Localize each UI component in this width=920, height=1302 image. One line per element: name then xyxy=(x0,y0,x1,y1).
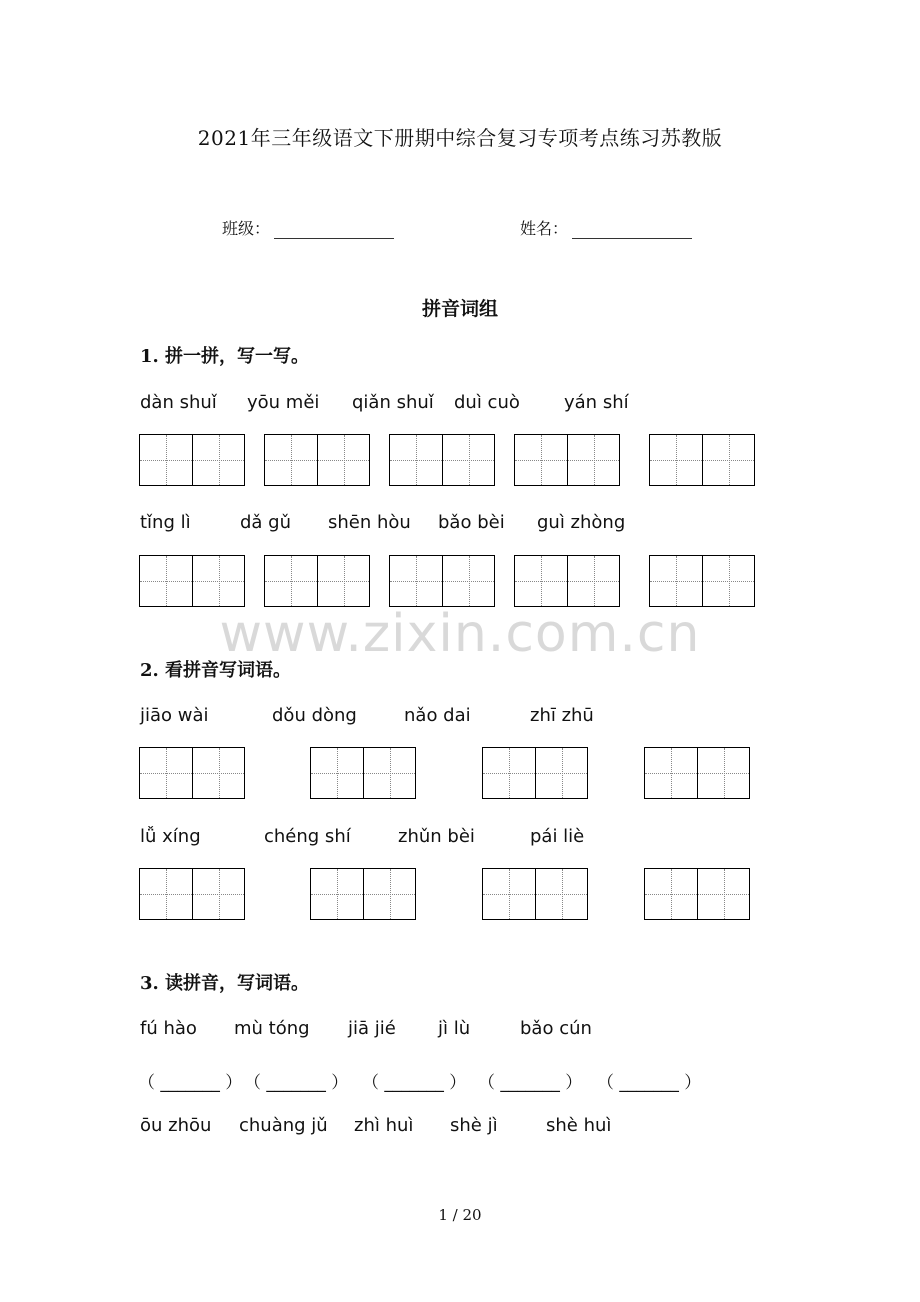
q2-pinyin-4: zhī zhū xyxy=(530,705,594,726)
q1-pinyin-5: yán shí xyxy=(564,392,629,413)
q1-writing-box[interactable] xyxy=(139,555,245,607)
class-field[interactable] xyxy=(222,216,394,239)
q1-writing-box[interactable] xyxy=(389,434,495,486)
q1-writing-box[interactable] xyxy=(264,434,370,486)
q2-writing-box[interactable] xyxy=(139,747,245,799)
class-blank[interactable] xyxy=(274,222,394,239)
q2-pinyin-7: zhǔn bèi xyxy=(398,826,475,847)
q2-pinyin-8: pái liè xyxy=(530,826,585,847)
q3-pinyin-1: fú hào xyxy=(140,1018,197,1039)
question-3-heading: 3. 读拼音，写词语。 xyxy=(140,973,310,994)
name-field[interactable] xyxy=(520,216,692,239)
q1-pinyin-10: guì zhòng xyxy=(537,512,626,533)
page-number: 1 / 20 xyxy=(438,1206,482,1224)
q3-pinyin-4: jì lù xyxy=(438,1018,471,1039)
q1-pinyin-8: shēn hòu xyxy=(328,512,411,533)
q3-pinyin-10: shè huì xyxy=(546,1115,612,1136)
section-title: 拼音词组 xyxy=(421,298,498,320)
q2-pinyin-2: dǒu dòng xyxy=(272,705,357,726)
q2-writing-box[interactable] xyxy=(644,747,750,799)
q2-pinyin-6: chéng shí xyxy=(264,826,351,847)
name-label: 姓名： xyxy=(520,219,569,238)
q2-writing-box[interactable] xyxy=(482,747,588,799)
q3-answer-blank[interactable]: （ _______ ） xyxy=(597,1073,702,1093)
class-label: 班级： xyxy=(222,219,271,238)
q1-pinyin-6: tǐng lì xyxy=(140,512,191,533)
q3-pinyin-7: chuàng jǔ xyxy=(239,1115,328,1136)
q1-pinyin-9: bǎo bèi xyxy=(438,512,505,533)
q3-answer-blank[interactable]: （ _______ ） xyxy=(244,1073,349,1093)
q3-answer-blank[interactable]: （ _______ ） xyxy=(362,1073,467,1093)
q1-writing-box[interactable] xyxy=(139,434,245,486)
q2-writing-box[interactable] xyxy=(139,868,245,920)
q2-writing-box[interactable] xyxy=(482,868,588,920)
q1-writing-box[interactable] xyxy=(649,434,755,486)
q2-writing-box[interactable] xyxy=(644,868,750,920)
q3-pinyin-6: ōu zhōu xyxy=(140,1115,212,1136)
q3-pinyin-9: shè jì xyxy=(450,1115,498,1136)
q3-pinyin-5: bǎo cún xyxy=(520,1018,592,1039)
name-blank[interactable] xyxy=(572,222,692,239)
q1-writing-box[interactable] xyxy=(264,555,370,607)
q1-pinyin-7: dǎ gǔ xyxy=(240,512,292,533)
page-title: 2021年三年级语文下册期中综合复习专项考点练习苏教版 xyxy=(197,126,723,150)
q3-answer-blank[interactable]: （ _______ ） xyxy=(478,1073,583,1093)
question-2-heading: 2. 看拼音写词语。 xyxy=(140,660,292,681)
question-1-heading: 1. 拼一拼，写一写。 xyxy=(140,346,310,367)
q3-pinyin-3: jiā jié xyxy=(348,1018,396,1039)
q1-pinyin-1: dàn shuǐ xyxy=(140,392,217,413)
q3-answer-blank[interactable]: （ _______ ） xyxy=(138,1073,243,1093)
q2-writing-box[interactable] xyxy=(310,747,416,799)
q1-writing-box[interactable] xyxy=(389,555,495,607)
q3-pinyin-8: zhì huì xyxy=(354,1115,414,1136)
q1-writing-box[interactable] xyxy=(514,555,620,607)
watermark: www.zixin.com.cn xyxy=(219,604,701,664)
q1-pinyin-4: duì cuò xyxy=(454,392,520,413)
q2-pinyin-3: nǎo dai xyxy=(404,705,471,726)
q2-pinyin-5: lǚ xíng xyxy=(140,826,201,847)
q2-writing-box[interactable] xyxy=(310,868,416,920)
q1-pinyin-3: qiǎn shuǐ xyxy=(352,392,434,413)
q3-pinyin-2: mù tóng xyxy=(234,1018,310,1039)
q2-pinyin-1: jiāo wài xyxy=(140,705,209,726)
q1-writing-box[interactable] xyxy=(649,555,755,607)
q1-writing-box[interactable] xyxy=(514,434,620,486)
q1-pinyin-2: yōu měi xyxy=(247,392,320,413)
